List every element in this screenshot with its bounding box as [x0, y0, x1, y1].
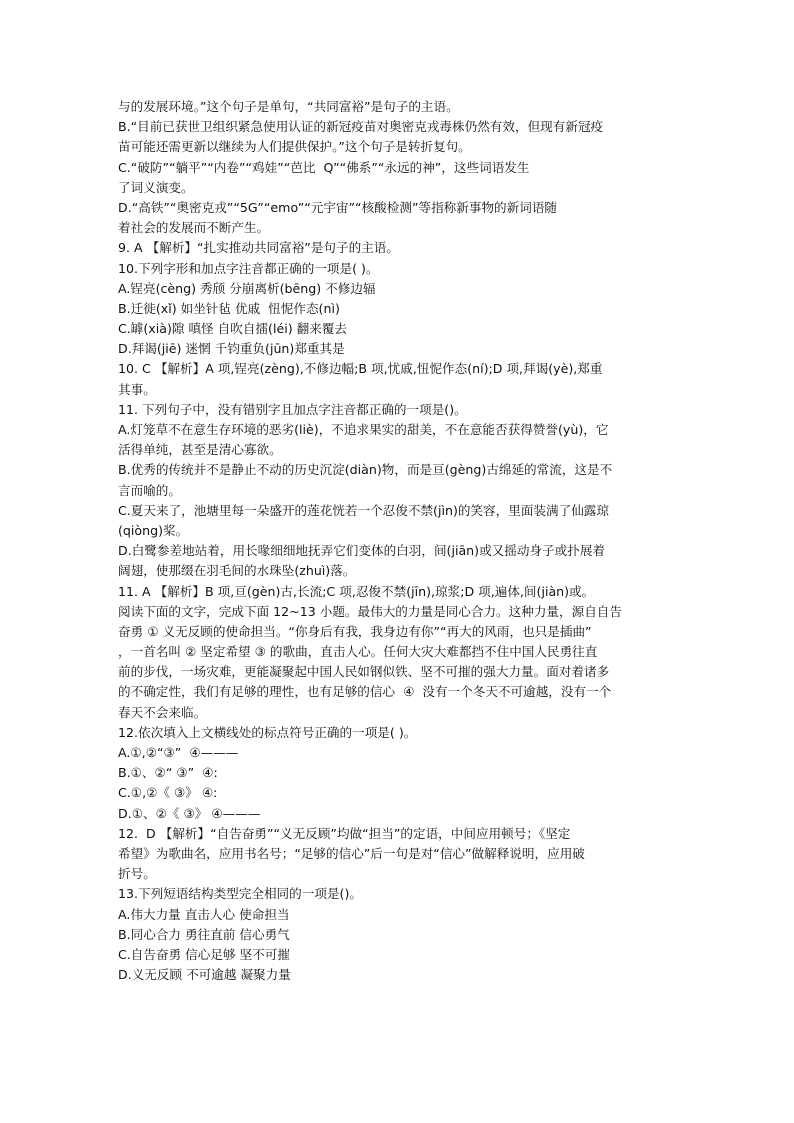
text-line: D.“高铁”“奥密克戎”“5G”“emo”“元宇宙”“核酸检测”等指称新事物的新词语随: [118, 199, 558, 215]
text-line: 的不确定性，我们有足够的理性，也有足够的信心 ④ 没有一个冬天不可逾越，没有一个: [118, 684, 612, 700]
text-line: C.罅(xià)隙 嗔怪 自吹自擂(léi) 翻来覆去: [118, 321, 347, 337]
text-line: A.锃亮(cèng) 秀颀 分崩离析(bēng) 不修边辐: [118, 280, 376, 296]
text-line: 折号。: [118, 866, 156, 882]
text-line: C.①,②《 ③》 ④:: [118, 785, 218, 801]
text-line: B.“目前已获世卫组织紧急使用认证的新冠疫苗对奥密克戎毒株仍然有效，但现有新冠疫: [118, 119, 604, 135]
text-line: 希望》为歌曲名，应用书名号；“足够的信心”后一句是对“信心”做解释说明，应用破: [118, 845, 585, 861]
text-line: B.同心合力 勇往直前 信心勇气: [118, 926, 290, 942]
text-line: 10.下列字形和加点字注音都正确的一项是( )。: [118, 260, 379, 276]
text-line: 11. 下列句子中，没有错别字且加点字注音都正确的一项是()。: [118, 401, 467, 417]
text-line: 前的步伐，一场灾难，更能凝聚起中国人民如钢似铁、坚不可摧的强大力量。面对着诸多: [118, 664, 610, 680]
text-line: 10. C 【解析】A 项,锃亮(zèng),不修边幅;B 项,忧戚,忸怩作态(ní);D 项,拜谒(yè),郑重: [118, 361, 603, 377]
text-line: 12. D 【解析】“自告奋勇”“义无反顾”均做“担当”的定语，中间应用顿号；《坚定: [118, 825, 571, 841]
text-line: 11. A 【解析】B 项,亘(gèn)古,长流;C 项,忍俊不禁(jīn),琼浆;D 项,遍体,间(jiàn)或。: [118, 583, 595, 599]
text-line: 了词义演变。: [118, 179, 194, 195]
text-line: 奋勇 ① 义无反顾的使命担当。“你身后有我，我身边有你”“再大的风雨，也只是插曲”: [118, 623, 592, 639]
text-line: A.①,②“③” ④———: [118, 745, 239, 760]
text-line: 苗可能还需更新以继续为人们提供保护。”这个句子是转折复句。: [118, 139, 471, 155]
text-line: 12.依次填入上文横线处的标点符号正确的一项是( )。: [118, 724, 417, 740]
text-line: 阅读下面的文字，完成下面 12~13 小题。最伟大的力量是同心合力。这种力量，源自自告: [118, 603, 622, 619]
text-line: 13.下列短语结构类型完全相同的一项是()。: [118, 886, 362, 902]
text-line: B.优秀的传统并不是静止不动的历史沉淀(diàn)物，而是亘(gèng)古绵延的常流，这是不: [118, 462, 613, 478]
text-line: 春天不会来临。: [118, 704, 207, 720]
text-line: 着社会的发展而不断产生。: [118, 220, 270, 236]
text-line: C.自告奋勇 信心足够 坚不可摧: [118, 946, 290, 962]
text-line: 言而喻的。: [118, 482, 181, 498]
text-line: C.“破防”“躺平”“内卷”“鸡娃”“芭比 Q”“佛系”“永远的神”，这些词语发生: [118, 159, 530, 175]
text-line: D.①、②《 ③》 ④———: [118, 805, 261, 821]
text-line: D.白鹭参差地站着，用长喙细细地抚弄它们变体的白羽，间(jiān)或又摇动身子或扑展着: [118, 543, 606, 559]
text-line: D.义无反顾 不可逾越 凝聚力量: [118, 967, 291, 983]
text-line: A.灯笼草不在意生存环境的恶劣(liè)，不追求果实的甜美，不在意能否获得赞誉(yù)，它: [118, 422, 609, 437]
text-line: 阔翅，使那缀在羽毛间的水珠坠(zhuì)落。: [118, 563, 356, 579]
text-line: D.拜谒(jiē) 迷惘 千钧重负(jūn)郑重其是: [118, 341, 345, 357]
document-page: [118, 97, 678, 985]
text-line: B.迁徙(xǐ) 如坐针毡 优戚 忸怩作态(nì): [118, 300, 340, 316]
text-line: (qiòng)桨。: [118, 522, 189, 538]
text-line: A.伟大力量 直击人心 使命担当: [118, 906, 290, 922]
text-line: 活得单纯，甚至是清心寡欲。: [118, 442, 282, 458]
text-line: 与的发展环境。”这个句子是单句，“共同富裕”是句子的主语。: [118, 99, 459, 114]
text-line: 其事。: [118, 381, 156, 397]
text-line: B.①、②“ ③” ④:: [118, 765, 218, 781]
text-line: ，一首名叫 ② 坚定希望 ③ 的歌曲，直击人心。任何大灾大难都挡不住中国人民勇往直: [118, 644, 598, 660]
text-line: C.夏天来了，池塘里每一朵盛开的莲花恍若一个忍俊不禁(jìn)的笑容，里面装满了仙露琼: [118, 502, 609, 518]
text-line: 9. A 【解析】“扎实推动共同富裕”是句子的主语。: [118, 240, 399, 256]
